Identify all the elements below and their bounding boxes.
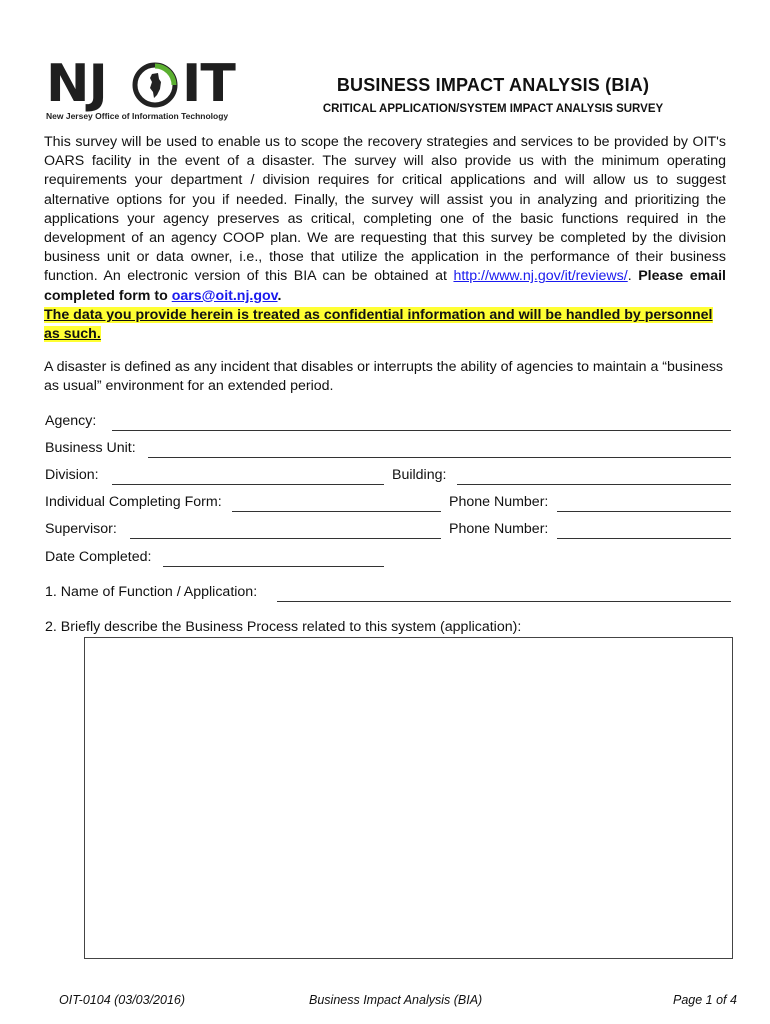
footer-page-number: Page 1 of 4 <box>673 993 737 1007</box>
individual-field[interactable] <box>232 511 441 512</box>
njoit-logo <box>44 54 234 128</box>
phone-number-field-2[interactable] <box>557 538 731 539</box>
confidential-note <box>44 306 728 344</box>
confidential-note-text: The data you provide herein is treated as confidential information and will be handled by personnel as such. <box>44 307 713 343</box>
document-title: BUSINESS IMPACT ANALYSIS (BIA) <box>336 75 650 95</box>
business-process-textarea[interactable] <box>84 637 733 959</box>
business-unit-label: Business Unit: <box>45 440 136 456</box>
division-label: Division: <box>45 467 99 483</box>
question-1-label: 1. Name of Function / Application: <box>45 584 258 600</box>
agency-label: Agency: <box>45 413 97 429</box>
phone-number-label-2: Phone Number: <box>449 521 549 537</box>
building-field[interactable] <box>457 484 731 485</box>
footer-doc-title: Business Impact Analysis (BIA) <box>309 993 483 1007</box>
agency-field[interactable] <box>112 430 731 431</box>
email-link[interactable]: oars@oit.nj.gov <box>171 287 278 304</box>
footer-form-id: OIT-0104 (03/03/2016) <box>59 993 186 1007</box>
logo-subtitle: New Jersey Office of Information Technology <box>46 111 229 121</box>
intro-text: This survey will be used to enable us to scope the recovery strategies and services to be provided by OIT's OARS facility in the event of a disaster. The survey will also provide us with the minimum operating requirements your department / division requires for critical applications and will allow us to suggest alternative options for you if needed. Finally, the survey will assist you in analyzing and prioritizing the applications your agency preserves as critical, completing one of the basic functions required in the development of an agency COOP plan. We are requesting that this survey be completed by the division business unit or data owner, i.e., those that utilize the application in the performance of their business function. An electronic version of this BIA can be obtained at <box>44 134 726 285</box>
supervisor-field[interactable] <box>130 538 441 539</box>
building-label: Building: <box>392 467 447 483</box>
new-jersey-map-icon <box>132 62 178 108</box>
division-field[interactable] <box>112 484 384 485</box>
intro-after-link: . <box>627 268 632 285</box>
email-suffix: . <box>277 287 282 304</box>
supervisor-label: Supervisor: <box>45 521 117 537</box>
email-instruction: Please email completed form to <box>44 268 726 304</box>
individual-label: Individual Completing Form: <box>45 494 222 510</box>
disaster-definition: A disaster is defined as any incident that disables or interrupts the ability of agencies to maintain a “business as usual” environment for an extended period. <box>44 359 724 395</box>
date-completed-label: Date Completed: <box>45 549 152 565</box>
reviews-link[interactable]: http://www.nj.gov/it/reviews/ <box>453 268 628 285</box>
phone-number-field-1[interactable] <box>557 511 731 512</box>
phone-number-label-1: Phone Number: <box>449 494 549 510</box>
document-subtitle: CRITICAL APPLICATION/SYSTEM IMPACT ANALYSIS SURVEY <box>322 103 664 115</box>
logo-text-nj: NJ <box>46 54 107 114</box>
function-name-field[interactable] <box>277 601 731 602</box>
date-completed-field[interactable] <box>163 566 384 567</box>
logo-text-it: IT <box>182 54 235 114</box>
question-2-label: 2. Briefly describe the Business Process related to this system (application): <box>45 619 522 635</box>
intro-paragraph <box>44 133 726 306</box>
business-unit-field[interactable] <box>148 457 731 458</box>
